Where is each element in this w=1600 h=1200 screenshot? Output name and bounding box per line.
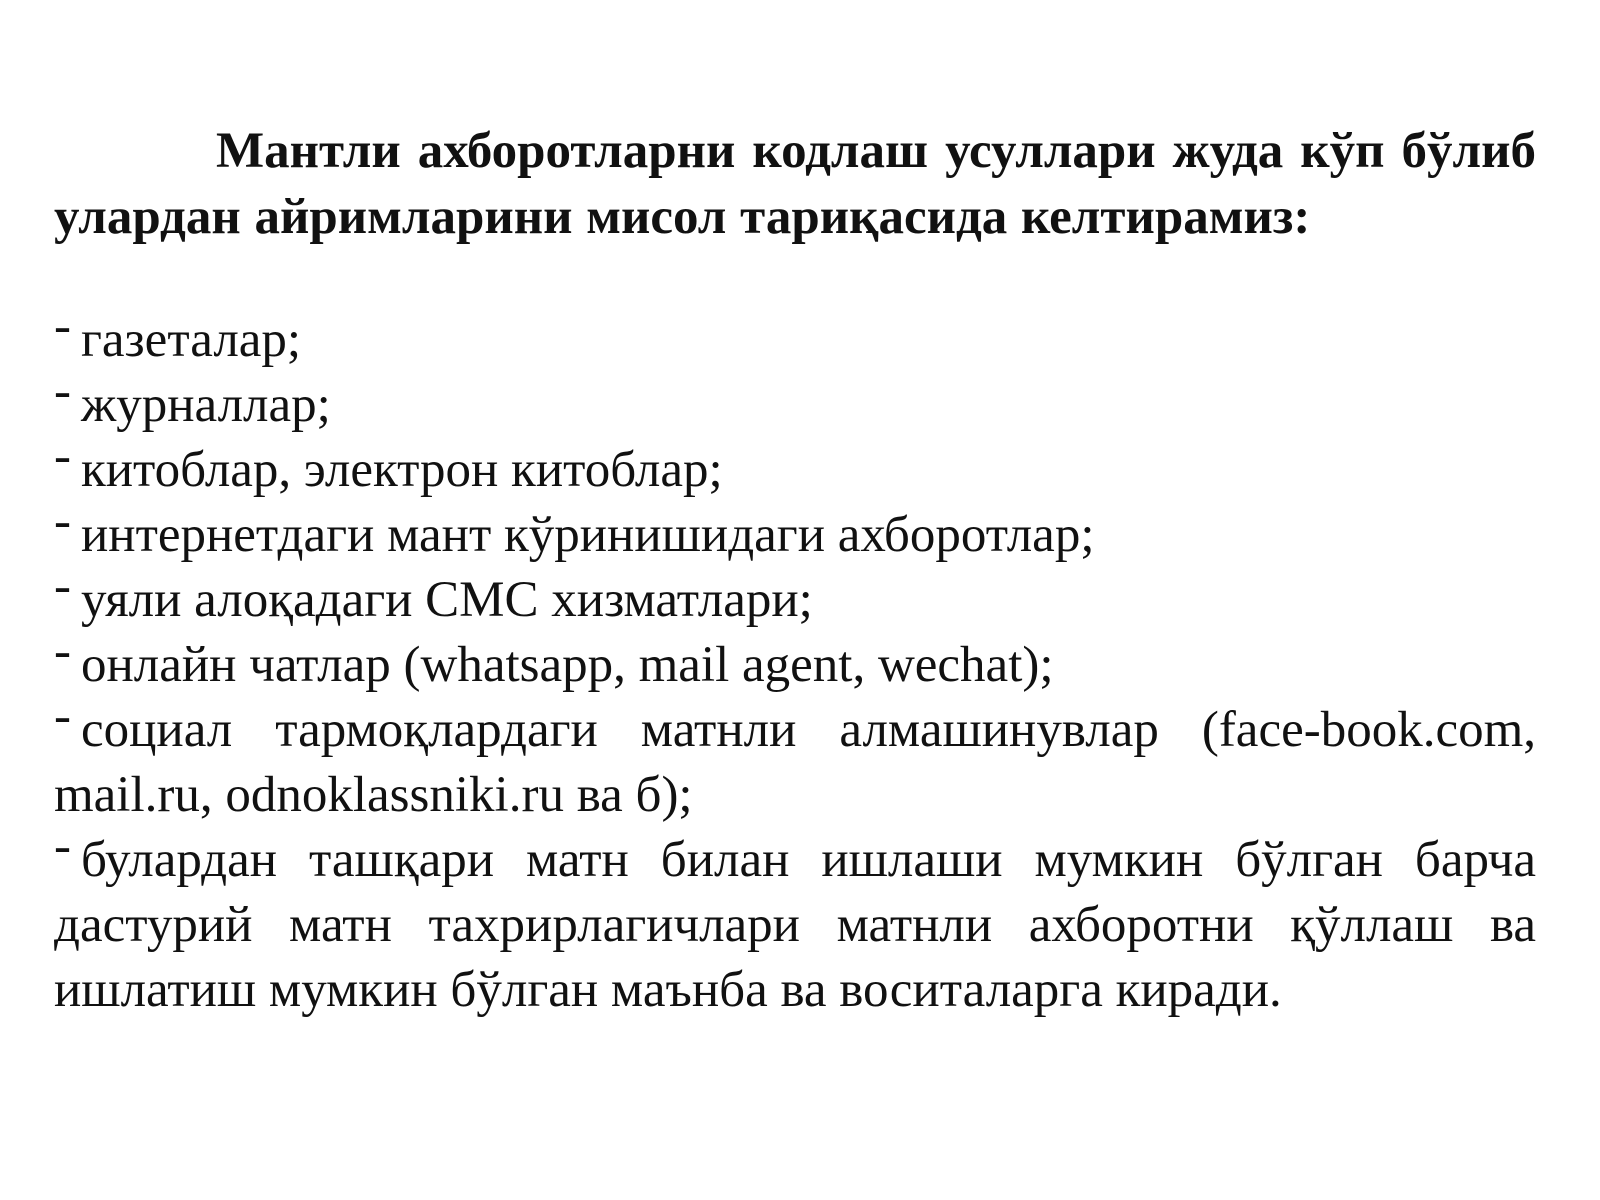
list-item-text: интернетдаги мант кўринишидаги ахборотлар; (80, 507, 1095, 563)
list-item (54, 298, 1536, 373)
list-item-text: социал тармоқлардаги матнли алмашинувлар (face-book.com, mail.ru, odnoklassniki.ru ва б); (54, 702, 1536, 823)
bullet-dash: - (54, 493, 71, 549)
bullet-dash: - (54, 623, 71, 679)
examples-list (54, 298, 1536, 1023)
slide-content (54, 118, 1536, 1023)
list-item (54, 363, 1536, 438)
list-item-text: газеталар; (80, 312, 302, 368)
list-item-text: уяли алоқадаги СМС хизматлари; (80, 572, 813, 628)
list-item-text: булардан ташқари матн билан ишлаши мумкин бўлган барча дастурий матн тахрирлагичлари матнли ахборотни қўллаш ва ишлатиш мумкин бўлган маънба ва воситаларга киради. (54, 832, 1536, 1018)
list-item (54, 493, 1536, 568)
list-item (54, 428, 1536, 503)
list-item-text: журналлар; (80, 377, 331, 433)
bullet-dash: - (54, 818, 71, 874)
list-item (54, 623, 1536, 698)
bullet-dash: - (54, 428, 71, 484)
list-item-text: онлайн чатлар (whatsapp, mail agent, wechat); (80, 637, 1054, 693)
list-item (54, 688, 1536, 828)
bullet-dash: - (54, 298, 71, 354)
list-item-text: китоблар, электрон китоблар; (80, 442, 723, 498)
bullet-dash: - (54, 363, 71, 419)
list-item (54, 818, 1536, 1023)
intro-paragraph: Мантли ахборотларни кодлаш усуллари жуда кўп бўлиб улардан айримларини мисол тариқасида келтирамиз: (54, 123, 1536, 245)
bullet-dash: - (54, 558, 71, 614)
list-item (54, 558, 1536, 633)
bullet-dash: - (54, 688, 71, 744)
